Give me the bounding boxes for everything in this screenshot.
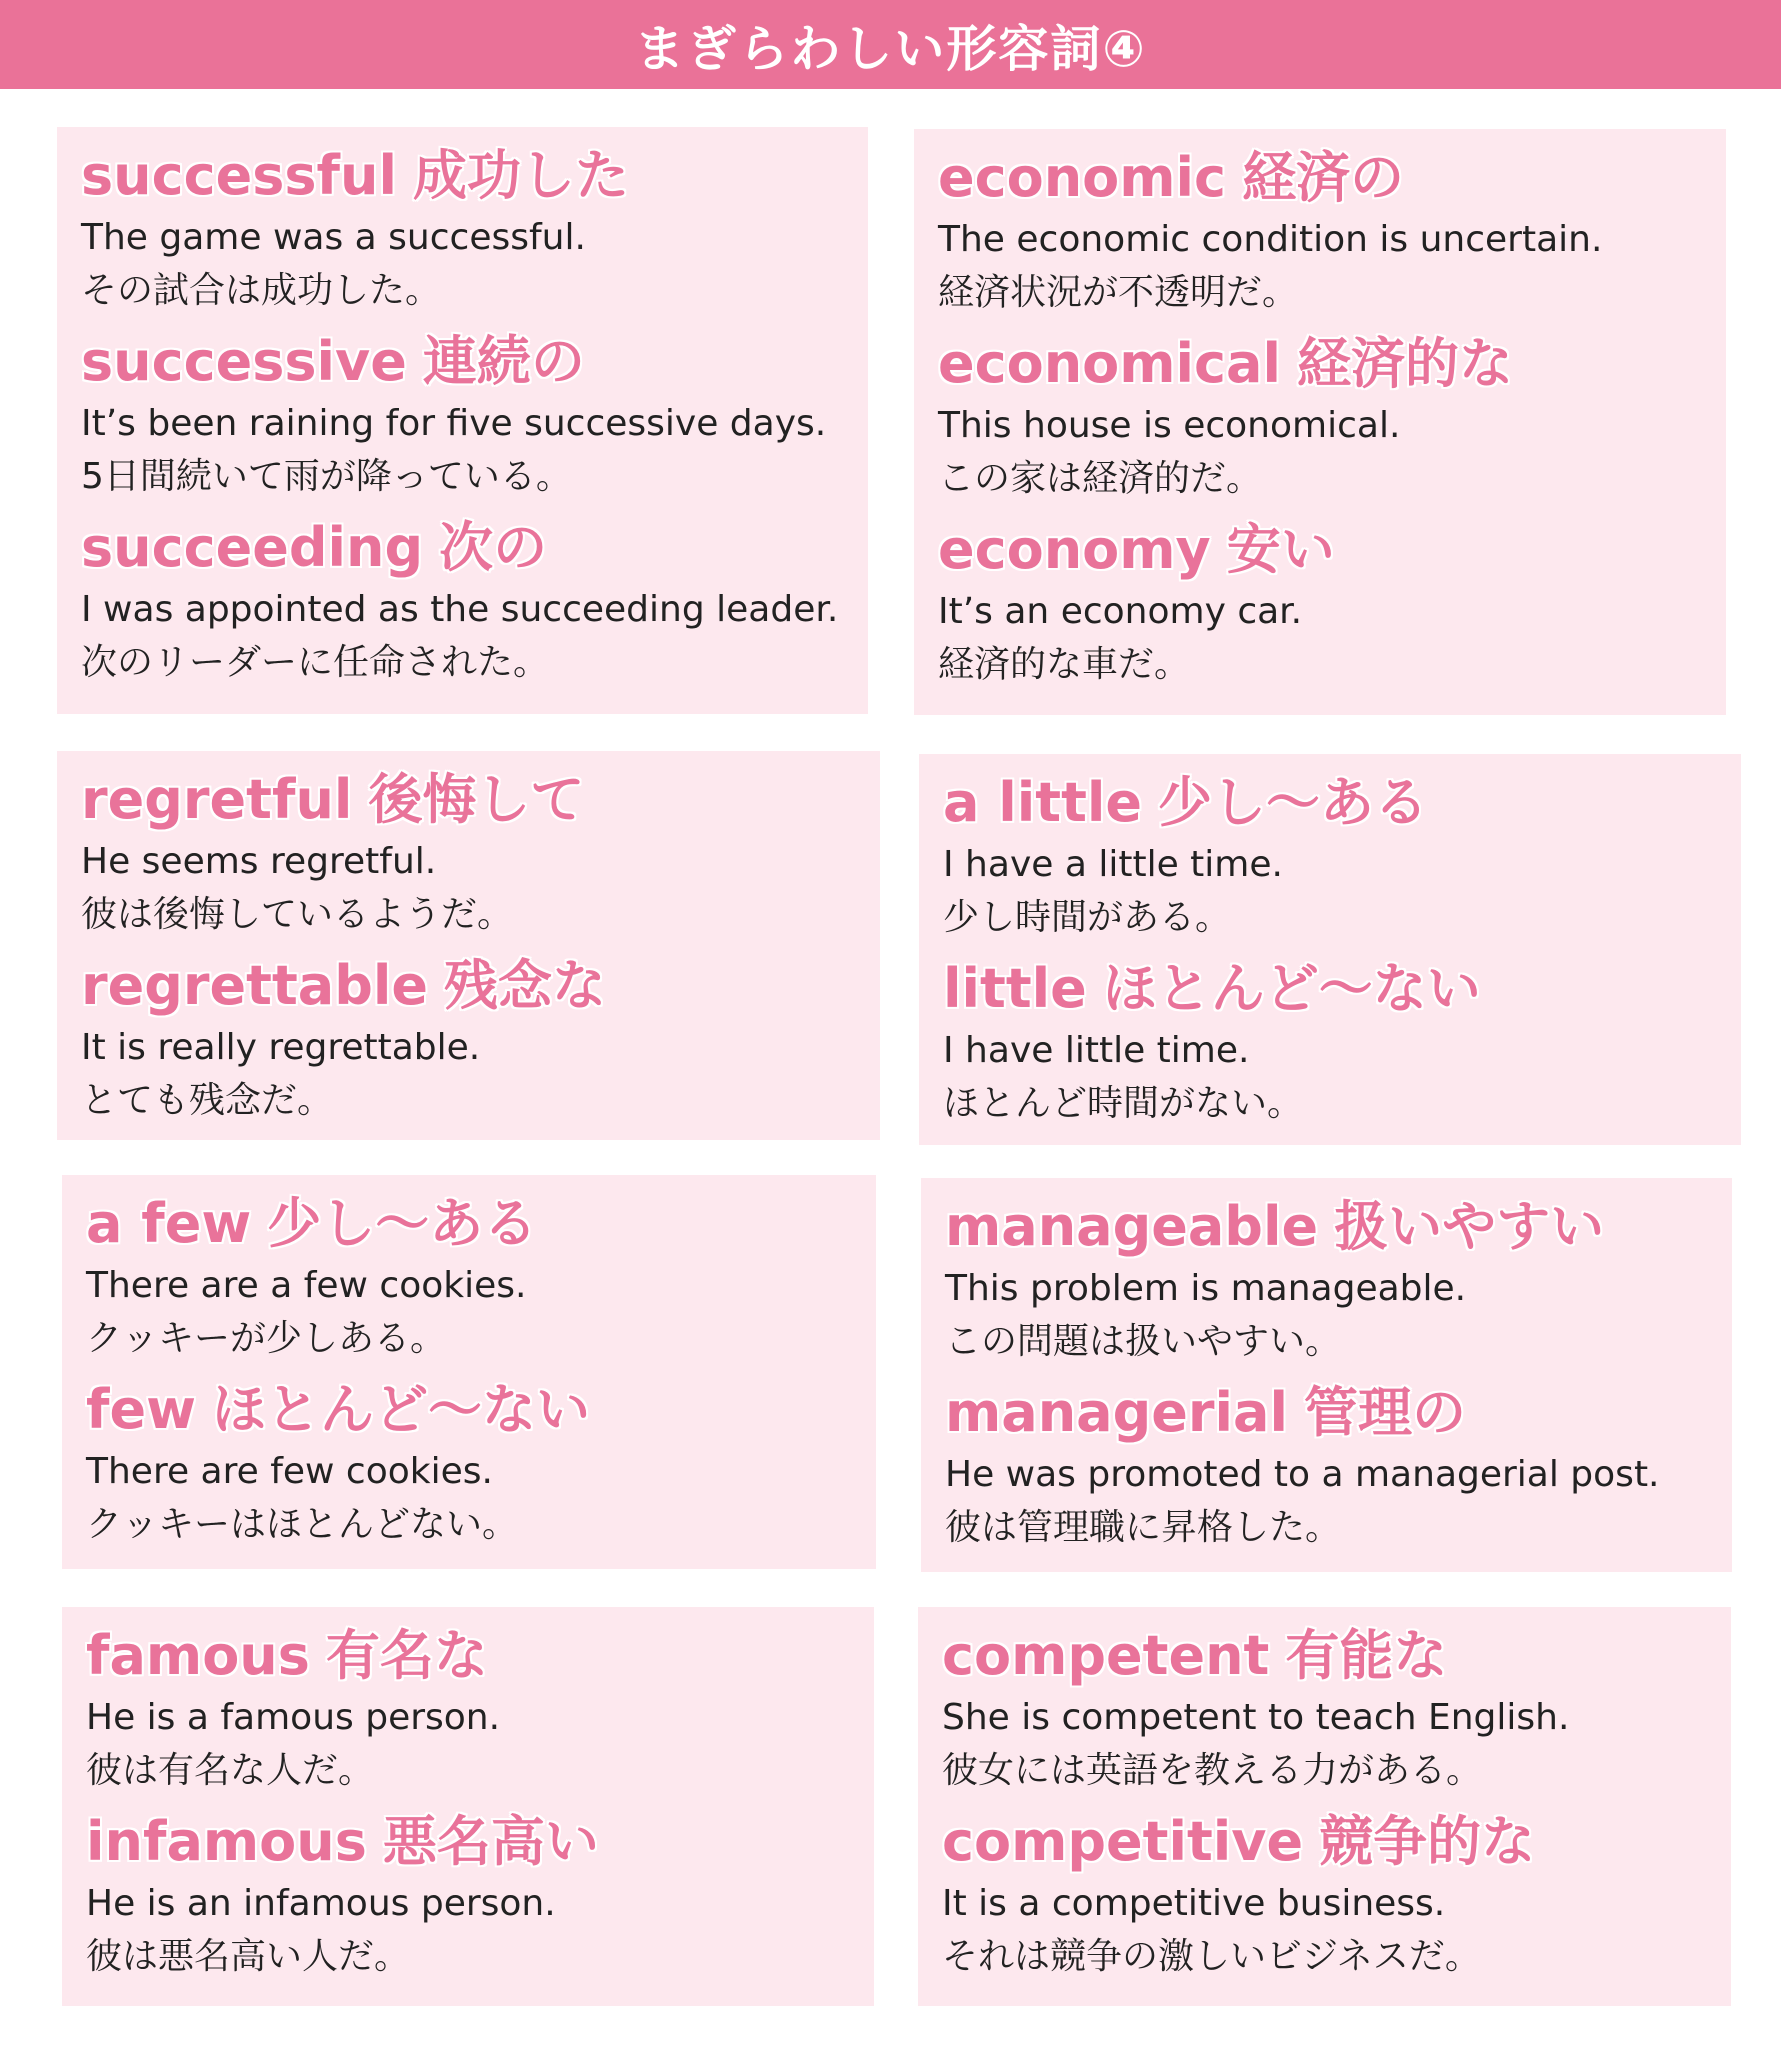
example-japanese: ほとんど時間がない。	[943, 1083, 1304, 1124]
headword-meaning: 後悔して	[368, 768, 585, 831]
vocab-entry	[938, 515, 1702, 691]
vocab-entry	[81, 513, 844, 689]
example-english: This house is economical.	[938, 405, 1401, 446]
vocab-entry	[945, 1378, 1708, 1554]
headword-meaning: 悪名高い	[382, 1810, 599, 1873]
headword-english: economical	[938, 332, 1282, 395]
vocab-entry	[81, 327, 844, 503]
vocab-entry	[942, 1807, 1707, 1983]
vocab-entry	[86, 1807, 850, 1983]
example-japanese: この問題は扱いやすい。	[945, 1321, 1342, 1362]
headword	[81, 765, 856, 835]
example-english: There are few cookies.	[86, 1451, 493, 1492]
vocab-entry	[942, 1621, 1707, 1797]
example-japanese: クッキーが少しある。	[86, 1318, 447, 1359]
headword-english: successive	[81, 330, 407, 393]
headword-meaning: 経済の	[1242, 146, 1405, 209]
example-japanese: 彼は後悔しているようだ。	[81, 894, 514, 935]
headword-english: economy	[938, 518, 1211, 581]
example-japanese: 彼は有名な人だ。	[86, 1750, 375, 1791]
headword	[81, 951, 856, 1021]
headword	[86, 1375, 852, 1445]
vocab-entry	[945, 1192, 1708, 1368]
headword	[81, 513, 844, 583]
example-english: I have a little time.	[943, 844, 1283, 885]
headword	[938, 515, 1702, 585]
headword-meaning: 競争的な	[1319, 1810, 1536, 1873]
example-english: I have little time.	[943, 1030, 1250, 1071]
headword-meaning: 扱いやすい	[1334, 1195, 1605, 1258]
example-japanese: 彼は悪名高い人だ。	[86, 1936, 411, 1977]
example-english: I was appointed as the succeeding leader.	[81, 589, 839, 630]
headword-meaning: 有能な	[1285, 1624, 1448, 1687]
headword-meaning: 連続の	[422, 330, 585, 393]
example-english: The economic condition is uncertain.	[938, 219, 1603, 260]
example-japanese: 彼女には英語を教える力がある。	[942, 1750, 1483, 1791]
headword-english: regretful	[81, 768, 353, 831]
headword	[81, 327, 844, 397]
example-english: It’s an economy car.	[938, 591, 1303, 632]
vocab-card-regretful	[57, 751, 880, 1140]
headword	[86, 1189, 852, 1259]
headword-meaning: 経済的な	[1297, 332, 1514, 395]
headword-meaning: 残念な	[444, 954, 607, 1017]
headword-english: competitive	[942, 1810, 1304, 1873]
vocab-card-competent	[918, 1607, 1731, 2006]
vocab-card-manageable	[921, 1178, 1732, 1572]
vocab-entry	[86, 1375, 852, 1551]
headword-meaning: 有名な	[325, 1624, 488, 1687]
vocab-entry	[943, 954, 1717, 1130]
vocab-entry	[938, 143, 1702, 319]
headword-english: competent	[942, 1624, 1270, 1687]
headword-english: successful	[81, 144, 397, 207]
headword-english: a little	[943, 771, 1143, 834]
example-japanese: 経済的な車だ。	[938, 644, 1191, 685]
example-english: It’s been raining for five successive days.	[81, 403, 827, 444]
headword-english: regrettable	[81, 954, 429, 1017]
vocab-entry	[81, 951, 856, 1127]
headword-english: infamous	[86, 1810, 367, 1873]
example-english: There are a few cookies.	[86, 1265, 527, 1306]
example-japanese: その試合は成功した。	[81, 270, 442, 311]
example-japanese: 彼は管理職に昇格した。	[945, 1507, 1342, 1548]
example-japanese: この家は経済的だ。	[938, 458, 1263, 499]
headword	[938, 143, 1702, 213]
headword-meaning: 少し〜ある	[267, 1192, 538, 1255]
headword-meaning: ほとんど〜ない	[212, 1378, 591, 1441]
headword	[945, 1378, 1708, 1448]
vocab-card-little	[919, 754, 1741, 1145]
headword-meaning: 少し〜ある	[1158, 771, 1429, 834]
example-japanese: 5日間続いて雨が降っている。	[81, 456, 572, 497]
vocab-entry	[86, 1189, 852, 1365]
example-japanese: クッキーはほとんどない。	[86, 1504, 519, 1545]
headword	[942, 1807, 1707, 1877]
example-english: He is an infamous person.	[86, 1883, 556, 1924]
headword-meaning: ほとんど〜ない	[1102, 957, 1481, 1020]
example-english: He is a famous person.	[86, 1697, 501, 1738]
example-japanese: それは競争の激しいビジネスだ。	[942, 1936, 1481, 1977]
example-japanese: 経済状況が不透明だ。	[938, 272, 1299, 313]
headword-meaning: 成功した	[412, 144, 629, 207]
vocab-entry	[81, 765, 856, 941]
headword	[942, 1621, 1707, 1691]
example-english: The game was a successful.	[81, 217, 586, 258]
vocab-entry	[938, 329, 1702, 505]
example-english: He seems regretful.	[81, 841, 437, 882]
headword-english: succeeding	[81, 516, 424, 579]
example-english: This problem is manageable.	[945, 1268, 1467, 1309]
headword	[81, 141, 844, 211]
headword	[943, 768, 1717, 838]
headword-meaning: 安い	[1226, 518, 1335, 581]
example-japanese: 次のリーダーに任命された。	[81, 642, 550, 683]
example-english: It is a competitive business.	[942, 1883, 1446, 1924]
example-english: She is competent to teach English.	[942, 1697, 1570, 1738]
headword	[938, 329, 1702, 399]
headword	[86, 1621, 850, 1691]
headword	[943, 954, 1717, 1024]
title-banner	[0, 0, 1781, 89]
vocab-entry	[86, 1621, 850, 1797]
headword-english: famous	[86, 1624, 310, 1687]
vocab-card-successful	[57, 127, 868, 714]
headword-english: a few	[86, 1192, 252, 1255]
headword-english: few	[86, 1378, 197, 1441]
vocab-card-few	[62, 1175, 876, 1569]
headword-english: managerial	[945, 1381, 1288, 1444]
headword	[86, 1807, 850, 1877]
headword-english: little	[943, 957, 1087, 1020]
example-japanese: 少し時間がある。	[943, 897, 1232, 938]
headword-meaning: 管理の	[1303, 1381, 1466, 1444]
headword-english: economic	[938, 146, 1227, 209]
example-english: It is really regrettable.	[81, 1027, 481, 1068]
example-english: He was promoted to a managerial post.	[945, 1454, 1660, 1495]
vocab-card-famous	[62, 1607, 874, 2006]
vocab-card-economic	[914, 129, 1726, 715]
headword	[945, 1192, 1708, 1262]
headword-meaning: 次の	[439, 516, 548, 579]
example-japanese: とても残念だ。	[81, 1080, 334, 1121]
headword-english: manageable	[945, 1195, 1319, 1258]
page-title: まぎらわしい形容詞④	[634, 19, 1147, 78]
vocab-entry	[81, 141, 844, 317]
vocab-entry	[943, 768, 1717, 944]
